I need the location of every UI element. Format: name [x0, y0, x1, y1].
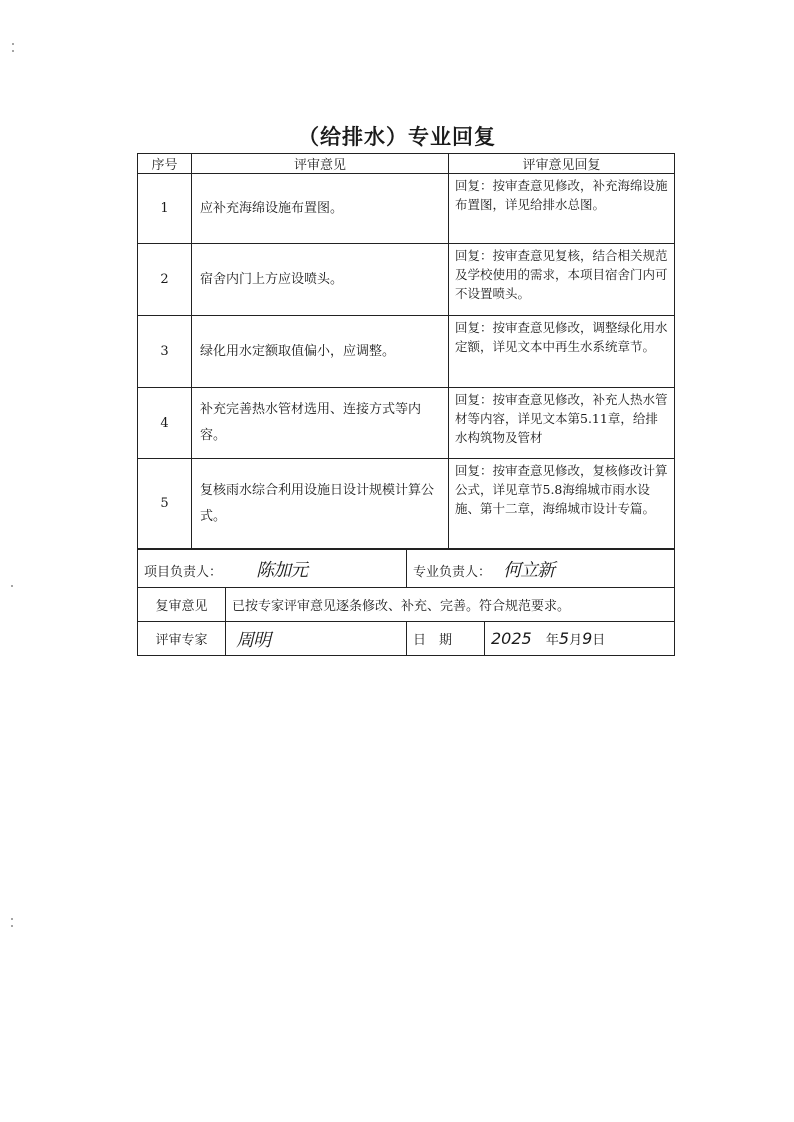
review-row: [138, 588, 675, 622]
row-opinion: 应补充海绵设施布置图。: [192, 174, 449, 244]
date-year-label: 年: [545, 633, 559, 648]
row-opinion: 补充完善热水管材选用、连接方式等内容。: [192, 388, 449, 459]
project-lead-label: 项目负责人：: [144, 564, 223, 580]
row-reply: 回复：按审查意见修改，调整绿化用水定额，详见文本中再生水系统章节。: [449, 316, 675, 388]
table-row: [138, 388, 675, 459]
table-row: [138, 316, 675, 388]
table-row: [138, 244, 675, 316]
table-row: [138, 459, 675, 549]
table-row: [138, 174, 675, 244]
expert-row: [138, 622, 675, 656]
scan-speck: [11, 918, 13, 920]
review-table: [137, 153, 675, 549]
discipline-lead-signature: 何立新: [503, 559, 555, 581]
scan-speck: [11, 925, 13, 927]
row-opinion: 宿舍内门上方应设喷头。: [192, 244, 449, 316]
row-no: 3: [138, 316, 192, 388]
review-label: 复审意见: [138, 588, 226, 622]
project-lead-cell: [138, 550, 407, 588]
lead-row: [138, 550, 675, 588]
row-no: 2: [138, 244, 192, 316]
expert-signature: 周明: [236, 629, 270, 651]
row-reply: 回复：按审查意见修改，补充人热水管材等内容，详见文本第5.11章，给排水构筑物及管材: [449, 388, 675, 459]
row-no: 4: [138, 388, 192, 459]
row-no: 1: [138, 174, 192, 244]
discipline-lead-label: 专业负责人：: [413, 564, 492, 580]
row-reply: 回复：按审查意见复核，结合相关规范及学校使用的需求，本项目宿舍门内可不设置喷头。: [449, 244, 675, 316]
date-label: 日 期: [407, 622, 485, 656]
date-month: 5: [558, 629, 570, 648]
scan-speck: [12, 50, 14, 52]
expert-signature-cell: [226, 622, 407, 656]
date-value: [485, 622, 675, 656]
row-reply: 回复：按审查意见修改，补充海绵设施布置图，详见给排水总图。: [449, 174, 675, 244]
date-day: 9: [582, 629, 593, 648]
review-text: 已按专家评审意见逐条修改、补充、完善。符合规范要求。: [226, 588, 675, 622]
header-reply: 评审意见回复: [449, 154, 675, 174]
date-day-label: 日: [592, 633, 606, 648]
header-opinion: 评审意见: [192, 154, 449, 174]
scan-speck: [11, 585, 13, 587]
row-no: 5: [138, 459, 192, 549]
signoff-table: [137, 549, 675, 656]
row-opinion: 绿化用水定额取值偏小，应调整。: [192, 316, 449, 388]
row-reply: 回复：按审查意见修改，复核修改计算公式，详见章节5.8海绵城市雨水设施、第十二章，海绵城市设计专篇。: [449, 459, 675, 549]
scan-speck: [12, 43, 14, 45]
project-lead-signature: 陈加元: [256, 559, 308, 581]
header-no: 序号: [138, 154, 192, 174]
date-month-label: 月: [569, 633, 583, 648]
discipline-lead-cell: [407, 550, 675, 588]
expert-label: 评审专家: [138, 622, 226, 656]
row-opinion: 复核雨水综合利用设施日设计规模计算公式。: [192, 459, 449, 549]
table-header-row: [138, 154, 675, 174]
date-year: 2025: [491, 629, 532, 648]
page-title: （给排水）专业回复: [298, 124, 496, 149]
